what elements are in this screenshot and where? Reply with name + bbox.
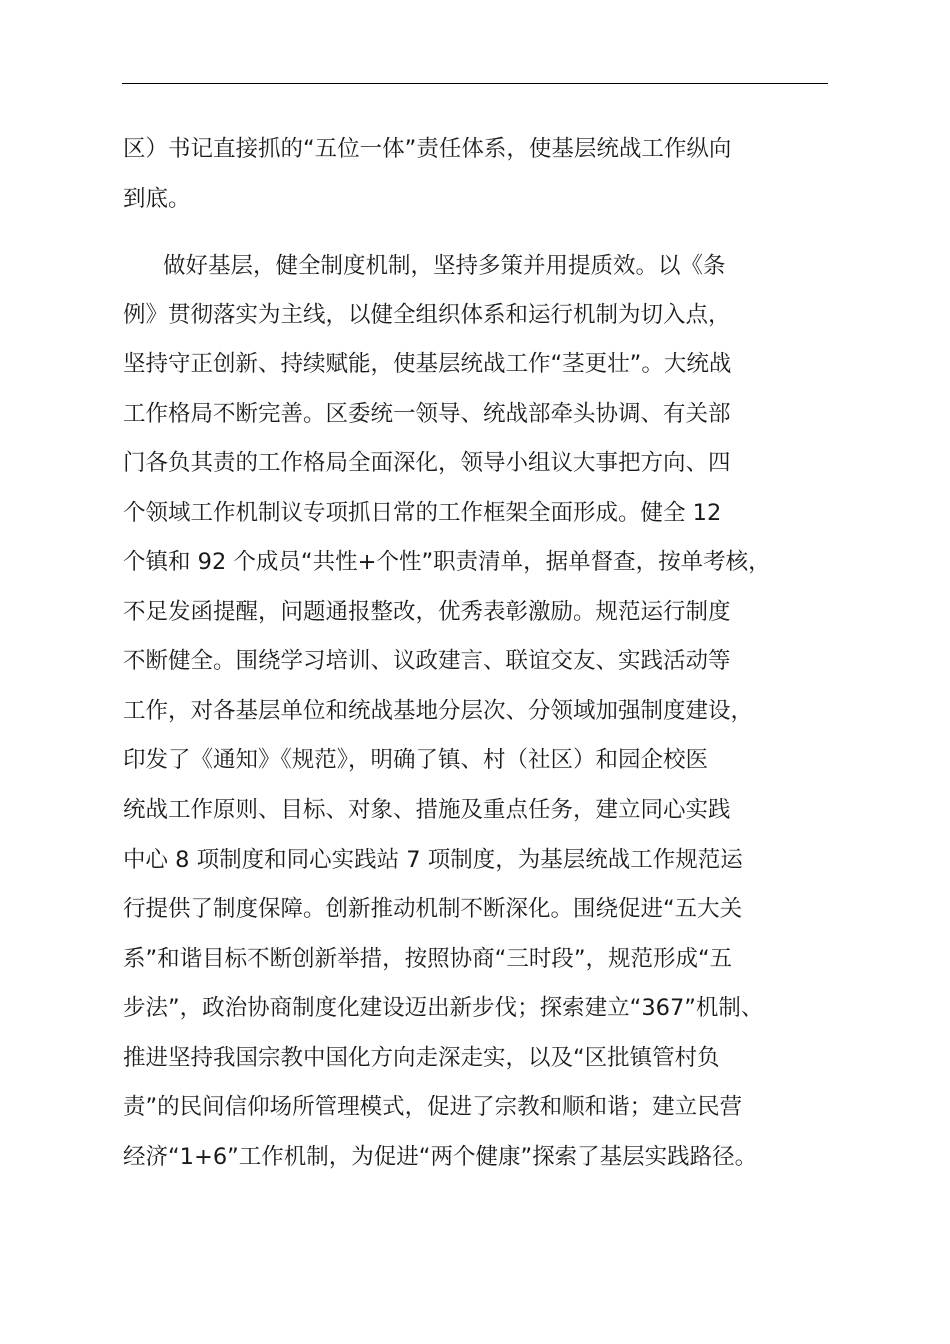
text-line: 做好基层，健全制度机制，坚持多策并用提质效。以《条 xyxy=(163,253,726,279)
text-line: 个领域工作机制议专项抓日常的工作框架全面形成。健全 12 xyxy=(123,500,722,526)
text-line: 区）书记直接抓的“五位一体”责任体系，使基层统战工作纵向 xyxy=(123,136,732,162)
text-line: 责”的民间信仰场所管理模式，促进了宗教和顺和谐；建立民营 xyxy=(123,1094,743,1120)
text-line: 坚持守正创新、持续赋能，使基层统战工作“茎更壮”。大统战 xyxy=(123,351,732,377)
text-line: 步法”，政治协商制度化建设迈出新步伐；探索建立“367”机制、 xyxy=(123,995,764,1021)
header-rule xyxy=(122,83,828,84)
text-line: 行提供了制度保障。创新推动机制不断深化。围绕促进“五大关 xyxy=(123,896,743,922)
text-line: 系”和谐目标不断创新举措，按照协商“三时段”，规范形成“五 xyxy=(123,946,733,972)
text-line: 不足发函提醒，问题通报整改，优秀表彰激励。规范运行制度 xyxy=(123,599,731,625)
text-line: 经济“1+6”工作机制，为促进“两个健康”探索了基层实践路径。 xyxy=(123,1144,758,1170)
text-line: 统战工作原则、目标、对象、措施及重点任务，建立同心实践 xyxy=(123,797,731,823)
text-line: 例》贯彻落实为主线，以健全组织体系和运行机制为切入点， xyxy=(123,302,731,328)
text-line: 印发了《通知》《规范》，明确了镇、村（社区）和园企校医 xyxy=(123,747,709,773)
text-line: 工作，对各基层单位和统战基地分层次、分领域加强制度建设， xyxy=(123,698,754,724)
text-line: 个镇和 92 个成员“共性+个性”职责清单，据单督查，按单考核， xyxy=(123,549,771,575)
text-line: 工作格局不断完善。区委统一领导、统战部牵头协调、有关部 xyxy=(123,401,731,427)
text-line: 不断健全。围绕学习培训、议政建言、联谊交友、实践活动等 xyxy=(123,648,731,674)
text-line: 门各负其责的工作格局全面深化，领导小组议大事把方向、四 xyxy=(123,450,731,476)
text-line: 推进坚持我国宗教中国化方向走深走实，以及“区批镇管村负 xyxy=(123,1045,720,1071)
text-line: 中心 8 项制度和同心实践站 7 项制度，为基层统战工作规范运 xyxy=(123,847,743,873)
text-line: 到底。 xyxy=(123,186,191,212)
